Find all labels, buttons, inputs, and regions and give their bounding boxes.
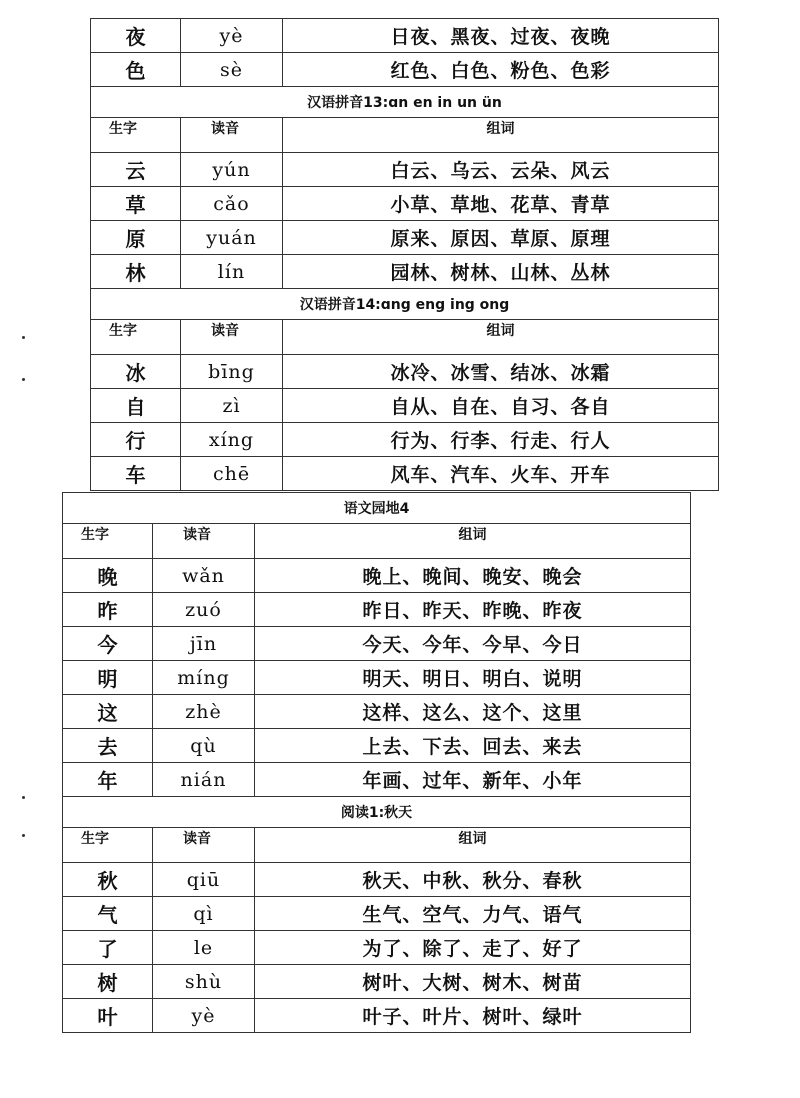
char-cell: 秋 [63,863,153,897]
table-row [91,423,719,457]
table-row [63,559,691,593]
words-cell: 原来、原因、草原、原理 [283,221,719,255]
pinyin-cell: sè [181,53,283,87]
pinyin-cell: le [153,931,255,965]
table-row [91,153,719,187]
char-cell: 树 [63,965,153,999]
header-words: 组词 [283,320,719,355]
words-cell: 叶子、叶片、树叶、绿叶 [255,999,691,1033]
header-row [63,524,691,559]
char-cell: 冰 [91,355,181,389]
words-cell: 行为、行李、行走、行人 [283,423,719,457]
char-cell: 明 [63,661,153,695]
pinyin-cell: bīng [181,355,283,389]
header-words: 组词 [255,524,691,559]
char-cell: 今 [63,627,153,661]
header-char: 生字 [63,524,153,559]
vocab-table-lower [62,492,691,1033]
char-cell: 草 [91,187,181,221]
header-row [91,118,719,153]
pinyin-cell: qù [153,729,255,763]
char-cell: 夜 [91,19,181,53]
char-cell: 云 [91,153,181,187]
words-cell: 今天、今年、今早、今日 [255,627,691,661]
pinyin-cell: cǎo [181,187,283,221]
words-cell: 生气、空气、力气、语气 [255,897,691,931]
char-cell: 林 [91,255,181,289]
words-cell: 这样、这么、这个、这里 [255,695,691,729]
table-row [63,729,691,763]
words-cell: 为了、除了、走了、好了 [255,931,691,965]
char-cell: 色 [91,53,181,87]
words-cell: 风车、汽车、火车、开车 [283,457,719,491]
pinyin-cell: yuán [181,221,283,255]
section-title: 语文园地4 [63,493,691,524]
char-cell: 去 [63,729,153,763]
table-row [63,593,691,627]
words-cell: 小草、草地、花草、青草 [283,187,719,221]
pinyin-cell: jīn [153,627,255,661]
pinyin-cell: yún [181,153,283,187]
table-row [91,53,719,87]
words-cell: 自从、自在、自习、各自 [283,389,719,423]
header-words: 组词 [255,828,691,863]
pinyin-cell: yè [153,999,255,1033]
table-row [91,19,719,53]
char-cell: 叶 [63,999,153,1033]
header-pinyin: 读音 [153,524,255,559]
char-cell: 年 [63,763,153,797]
words-cell: 日夜、黑夜、过夜、夜晚 [283,19,719,53]
pinyin-cell: xíng [181,423,283,457]
table-row [63,627,691,661]
pinyin-cell: míng [153,661,255,695]
words-cell: 树叶、大树、树木、树苗 [255,965,691,999]
section-title-row [63,797,691,828]
pinyin-cell: chē [181,457,283,491]
table-row [91,221,719,255]
header-pinyin: 读音 [181,320,283,355]
pinyin-cell: qì [153,897,255,931]
pinyin-cell: qiū [153,863,255,897]
pinyin-cell: zì [181,389,283,423]
header-pinyin: 读音 [181,118,283,153]
char-cell: 昨 [63,593,153,627]
table-row [91,355,719,389]
table-row [63,999,691,1033]
table-row [91,389,719,423]
table-row [63,931,691,965]
header-char: 生字 [91,320,181,355]
scan-speck [22,336,25,339]
header-words: 组词 [283,118,719,153]
pinyin-cell: shù [153,965,255,999]
section-title-row [91,289,719,320]
char-cell: 这 [63,695,153,729]
table-row [63,897,691,931]
scan-speck [22,378,25,381]
section-title-row [91,87,719,118]
header-pinyin: 读音 [153,828,255,863]
words-cell: 红色、白色、粉色、色彩 [283,53,719,87]
pinyin-cell: zuó [153,593,255,627]
table-row [91,457,719,491]
words-cell: 白云、乌云、云朵、风云 [283,153,719,187]
table-row [63,695,691,729]
section-title-row [63,493,691,524]
table-row [63,763,691,797]
header-char: 生字 [63,828,153,863]
char-cell: 行 [91,423,181,457]
pinyin-cell: nián [153,763,255,797]
words-cell: 晚上、晚间、晚安、晚会 [255,559,691,593]
char-cell: 自 [91,389,181,423]
char-cell: 了 [63,931,153,965]
char-cell: 车 [91,457,181,491]
words-cell: 年画、过年、新年、小年 [255,763,691,797]
header-char: 生字 [91,118,181,153]
header-row [63,828,691,863]
section-title: 汉语拼音14:ɑng eng ing ong [91,289,719,320]
table-row [63,863,691,897]
words-cell: 秋天、中秋、秋分、春秋 [255,863,691,897]
words-cell: 昨日、昨天、昨晚、昨夜 [255,593,691,627]
vocab-table-upper [90,18,719,491]
pinyin-cell: wǎn [153,559,255,593]
words-cell: 明天、明日、明白、说明 [255,661,691,695]
words-cell: 冰冷、冰雪、结冰、冰霜 [283,355,719,389]
char-cell: 原 [91,221,181,255]
words-cell: 上去、下去、回去、来去 [255,729,691,763]
table-row [63,965,691,999]
pinyin-cell: lín [181,255,283,289]
pinyin-cell: zhè [153,695,255,729]
table-row [91,187,719,221]
header-row [91,320,719,355]
char-cell: 气 [63,897,153,931]
pinyin-cell: yè [181,19,283,53]
table-row [91,255,719,289]
char-cell: 晚 [63,559,153,593]
section-title: 阅读1:秋天 [63,797,691,828]
section-title: 汉语拼音13:ɑn en in un ün [91,87,719,118]
table-row [63,661,691,695]
scan-speck [22,834,25,837]
scan-speck [22,796,25,799]
words-cell: 园林、树林、山林、丛林 [283,255,719,289]
